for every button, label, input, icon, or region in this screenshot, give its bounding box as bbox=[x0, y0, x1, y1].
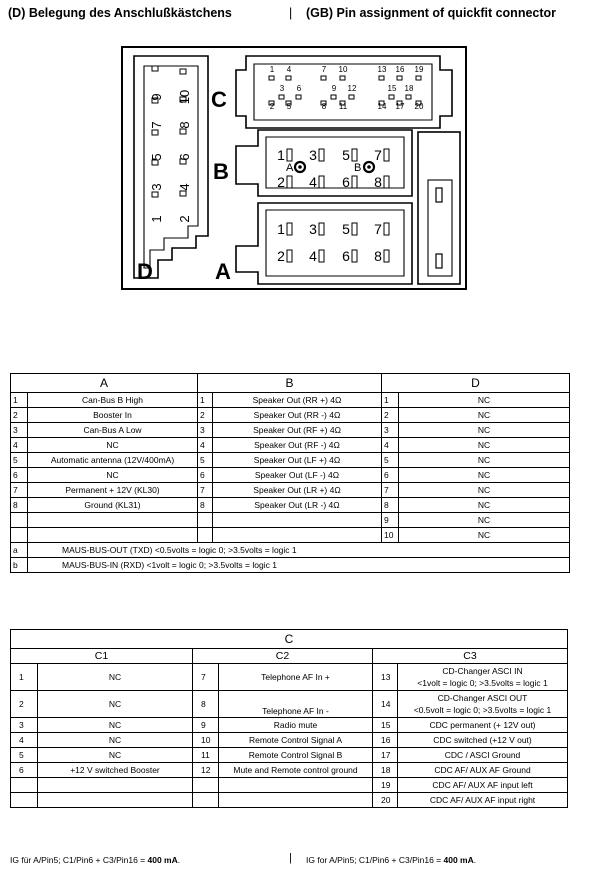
pin-slot bbox=[180, 191, 186, 196]
table-row bbox=[11, 498, 570, 513]
pin-slot bbox=[279, 95, 284, 99]
table-cell: 6 bbox=[198, 468, 213, 483]
c-pin-label: 15 bbox=[387, 84, 397, 93]
table-cell: Speaker Out (RR +) 4Ω bbox=[213, 393, 382, 408]
pin-slot bbox=[416, 76, 421, 80]
table-cell bbox=[193, 793, 219, 808]
a-pin-label: 1 bbox=[277, 221, 285, 237]
table-row bbox=[11, 763, 568, 778]
table-cell bbox=[398, 763, 568, 778]
header-a: A bbox=[11, 374, 198, 393]
table-cell: NC bbox=[399, 498, 570, 513]
c3-secondary-text: <1volt = logic 0; >3.5volts = logic 1 bbox=[417, 678, 548, 688]
table-cell: 1 bbox=[11, 664, 38, 691]
table-cell: NC bbox=[399, 438, 570, 453]
c3-primary-text: CDC AF/ AUX AF Ground bbox=[434, 765, 531, 775]
pin-slot bbox=[152, 66, 158, 71]
table-cell: 2 bbox=[382, 408, 399, 423]
block-label-a: A bbox=[215, 259, 231, 284]
table-cell: 7 bbox=[198, 483, 213, 498]
a-pin-label: 3 bbox=[309, 221, 317, 237]
note-key: a bbox=[11, 543, 28, 558]
table-row bbox=[11, 468, 570, 483]
pin-slot bbox=[152, 130, 158, 135]
table-cell: Speaker Out (RR -) 4Ω bbox=[213, 408, 382, 423]
d-pin-label: 1 bbox=[149, 215, 164, 223]
c-pin-label: 9 bbox=[331, 84, 337, 93]
table-row bbox=[11, 423, 570, 438]
table-row bbox=[11, 718, 568, 733]
table-cell: 8 bbox=[198, 498, 213, 513]
table-cell: 4 bbox=[11, 733, 38, 748]
table-cell: 6 bbox=[11, 763, 38, 778]
table-cell: 8 bbox=[382, 498, 399, 513]
pin-slot bbox=[180, 69, 186, 74]
table-cell: 16 bbox=[373, 733, 398, 748]
pin-slot bbox=[352, 176, 357, 188]
table-cell: 19 bbox=[373, 778, 398, 793]
table-cell: 20 bbox=[373, 793, 398, 808]
table-cell: NC bbox=[38, 733, 193, 748]
table-cell: 5 bbox=[11, 748, 38, 763]
table-row bbox=[11, 408, 570, 423]
note-key: b bbox=[11, 558, 28, 573]
table-cell: Speaker Out (LF -) 4Ω bbox=[213, 468, 382, 483]
c-pin-label: 10 bbox=[338, 65, 348, 74]
pin-slot bbox=[384, 176, 389, 188]
note-row bbox=[11, 558, 570, 573]
pin-slot bbox=[180, 129, 186, 134]
table-cell: 15 bbox=[373, 718, 398, 733]
pin-slot bbox=[319, 250, 324, 262]
table-cell: NC bbox=[399, 483, 570, 498]
c-pin-label: 3 bbox=[279, 84, 285, 93]
header-separator: | bbox=[289, 6, 293, 20]
b-pin-label: 6 bbox=[342, 174, 350, 190]
table-cell: Ground (KL31) bbox=[28, 498, 198, 513]
table-cell: NC bbox=[399, 408, 570, 423]
c-pin-label: 12 bbox=[347, 84, 357, 93]
table-cell: 2 bbox=[11, 691, 38, 718]
pin-slot bbox=[349, 95, 354, 99]
table-cell: Speaker Out (RF +) 4Ω bbox=[213, 423, 382, 438]
a-pin-label: 8 bbox=[374, 248, 382, 264]
pin-slot bbox=[352, 223, 357, 235]
table-cell bbox=[28, 528, 198, 543]
table-cell: 2 bbox=[11, 408, 28, 423]
c-pin-label: 6 bbox=[296, 84, 302, 93]
table-cell: Can-Bus B High bbox=[28, 393, 198, 408]
table-row bbox=[11, 513, 570, 528]
table-cell: 3 bbox=[198, 423, 213, 438]
table-cell: 9 bbox=[193, 718, 219, 733]
table-cell bbox=[38, 778, 193, 793]
c3-primary-text: CD-Changer ASCI OUT bbox=[437, 693, 528, 703]
pin-slot bbox=[319, 149, 324, 161]
c-pin-label: 16 bbox=[395, 65, 405, 74]
pin-slot bbox=[331, 95, 336, 99]
table-cell bbox=[28, 513, 198, 528]
c-pin-label: 2 bbox=[269, 102, 275, 111]
pin-slot bbox=[286, 76, 291, 80]
table-cell: NC bbox=[399, 453, 570, 468]
table-cell: 1 bbox=[382, 393, 399, 408]
d-pin-label: 2 bbox=[177, 215, 192, 223]
header-german-title: (D) Belegung des Anschlußkästchens bbox=[8, 6, 232, 20]
table-cell: Mute and Remote control ground bbox=[219, 763, 373, 778]
pin-slot bbox=[269, 76, 274, 80]
table-cell: Can-Bus A Low bbox=[28, 423, 198, 438]
b-pin-label: 5 bbox=[342, 147, 350, 163]
table-cell: NC bbox=[399, 468, 570, 483]
pin-slot bbox=[296, 95, 301, 99]
pin-slot bbox=[384, 223, 389, 235]
pin-slot bbox=[340, 76, 345, 80]
table-cell bbox=[38, 793, 193, 808]
note-row bbox=[11, 543, 570, 558]
table-row bbox=[11, 453, 570, 468]
header-b: B bbox=[198, 374, 382, 393]
pin-slot bbox=[319, 176, 324, 188]
table-cell: Booster In bbox=[28, 408, 198, 423]
table-cell: Speaker Out (RF -) 4Ω bbox=[213, 438, 382, 453]
table-cell: 18 bbox=[373, 763, 398, 778]
footer-english-note: IG for A/Pin5; C1/Pin6 + C3/Pin16 = 400 mA. bbox=[306, 855, 477, 865]
c-pin-label: 8 bbox=[321, 102, 327, 111]
c-pin-label: 4 bbox=[286, 65, 292, 74]
b-pin-label: 8 bbox=[374, 174, 382, 190]
table-cell bbox=[11, 513, 28, 528]
table-cell: Telephone AF In + bbox=[219, 664, 373, 691]
table-cell: 2 bbox=[198, 408, 213, 423]
pin-slot bbox=[321, 76, 326, 80]
table-row bbox=[11, 778, 568, 793]
table-cell: 3 bbox=[382, 423, 399, 438]
header-d: D bbox=[382, 374, 570, 393]
table-row bbox=[11, 528, 570, 543]
table-cell: 8 bbox=[193, 691, 219, 718]
table-cell bbox=[398, 664, 568, 691]
d-pin-label: 5 bbox=[149, 153, 164, 161]
table-cell: 12 bbox=[193, 763, 219, 778]
pin-slot bbox=[319, 223, 324, 235]
table-cell: 1 bbox=[198, 393, 213, 408]
header-c1: C1 bbox=[11, 649, 193, 664]
c-pin-label: 5 bbox=[286, 102, 292, 111]
c3-secondary-text: <0.5volt = logic 0; >3.5volts = logic 1 bbox=[413, 705, 552, 715]
table-cell bbox=[198, 528, 213, 543]
pin-slot bbox=[352, 149, 357, 161]
table-cell: 3 bbox=[11, 423, 28, 438]
b-pin-label: 7 bbox=[374, 147, 382, 163]
d-pin-label: 10 bbox=[177, 89, 192, 105]
table-cell: 4 bbox=[382, 438, 399, 453]
b-pin-label: 4 bbox=[309, 174, 317, 190]
d-pin-label: 7 bbox=[149, 121, 164, 129]
table-cell bbox=[398, 748, 568, 763]
pin-slot bbox=[287, 149, 292, 161]
table-cell bbox=[219, 778, 373, 793]
table-cell: NC bbox=[28, 438, 198, 453]
c-pin-label: 19 bbox=[414, 65, 424, 74]
header-english-title: (GB) Pin assignment of quickfit connector bbox=[306, 6, 557, 20]
c3-primary-text: CDC AF/ AUX AF input right bbox=[429, 795, 536, 805]
table-cell: Permanent + 12V (KL30) bbox=[28, 483, 198, 498]
pin-slot bbox=[406, 95, 411, 99]
c-pin-label: 1 bbox=[269, 65, 275, 74]
table-row bbox=[11, 748, 568, 763]
table-cell: 14 bbox=[373, 691, 398, 718]
table-cell: 6 bbox=[11, 468, 28, 483]
header-c2: C2 bbox=[193, 649, 373, 664]
table-cell: NC bbox=[28, 468, 198, 483]
table-cell: 4 bbox=[11, 438, 28, 453]
table-cell: Speaker Out (LF +) 4Ω bbox=[213, 453, 382, 468]
table-cell bbox=[11, 528, 28, 543]
table-cell: NC bbox=[38, 691, 193, 718]
table-row bbox=[11, 793, 568, 808]
footer-separator: | bbox=[289, 852, 292, 864]
c-pin-label: 7 bbox=[321, 65, 327, 74]
pin-slot bbox=[287, 176, 292, 188]
a-pin-label: 7 bbox=[374, 221, 382, 237]
pin-slot bbox=[384, 149, 389, 161]
table-cell: Telephone AF In - bbox=[219, 691, 373, 718]
table-row bbox=[11, 438, 570, 453]
b-pin-label: 1 bbox=[277, 147, 285, 163]
table-cell bbox=[11, 793, 38, 808]
table-cell bbox=[398, 793, 568, 808]
a-pin-label: 6 bbox=[342, 248, 350, 264]
d-pin-label: 4 bbox=[177, 183, 192, 191]
pin-slot bbox=[152, 192, 158, 197]
table-cell: Automatic antenna (12V/400mA) bbox=[28, 453, 198, 468]
b-marker-a-label: A bbox=[286, 162, 294, 174]
b-pin-label: 3 bbox=[309, 147, 317, 163]
table-cell bbox=[398, 691, 568, 718]
pin-slot bbox=[397, 76, 402, 80]
table-cell bbox=[11, 778, 38, 793]
c-pin-label: 17 bbox=[395, 102, 405, 111]
table-cell bbox=[193, 778, 219, 793]
b-pin-label: 2 bbox=[277, 174, 285, 190]
pin-slot bbox=[379, 76, 384, 80]
a-pin-label: 4 bbox=[309, 248, 317, 264]
note-text: MAUS-BUS-IN (RXD) <1volt = logic 0; >3.5volts = logic 1 bbox=[28, 558, 570, 573]
pin-table-a-b-d bbox=[10, 373, 570, 573]
table-cell: +12 V switched Booster bbox=[38, 763, 193, 778]
c-pin-label: 13 bbox=[377, 65, 387, 74]
a-pin-label: 2 bbox=[277, 248, 285, 264]
table-row bbox=[11, 733, 568, 748]
c3-primary-text: CDC AF/ AUX AF input left bbox=[432, 780, 533, 790]
table-cell: NC bbox=[399, 528, 570, 543]
table-cell: Remote Control Signal A bbox=[219, 733, 373, 748]
note-text: MAUS-BUS-OUT (TXD) <0.5volts = logic 0; >3.5volts = logic 1 bbox=[28, 543, 570, 558]
c3-primary-text: CD-Changer ASCI IN bbox=[442, 666, 523, 676]
pin-slot bbox=[389, 95, 394, 99]
table-cell: 10 bbox=[193, 733, 219, 748]
table-cell: 5 bbox=[198, 453, 213, 468]
table-cell: 9 bbox=[382, 513, 399, 528]
table-cell: 7 bbox=[11, 483, 28, 498]
table-cell bbox=[213, 528, 382, 543]
connector-diagram bbox=[0, 0, 591, 300]
table-cell: 5 bbox=[382, 453, 399, 468]
table-cell: 7 bbox=[193, 664, 219, 691]
table-cell: NC bbox=[38, 718, 193, 733]
table-cell: Speaker Out (LR +) 4Ω bbox=[213, 483, 382, 498]
table-cell: 4 bbox=[198, 438, 213, 453]
table-cell: Remote Control Signal B bbox=[219, 748, 373, 763]
table-cell: Radio mute bbox=[219, 718, 373, 733]
table-row bbox=[11, 483, 570, 498]
table-cell: 8 bbox=[11, 498, 28, 513]
table-cell bbox=[398, 733, 568, 748]
d-pin-label: 3 bbox=[149, 183, 164, 191]
table-row bbox=[11, 691, 568, 718]
c3-primary-text: CDC switched (+12 V out) bbox=[433, 735, 532, 745]
table-cell bbox=[198, 513, 213, 528]
footer-german-note: IG für A/Pin5; C1/Pin6 + C3/Pin16 = 400 mA. bbox=[10, 855, 181, 865]
c3-primary-text: CDC / ASCI Ground bbox=[444, 750, 521, 760]
header-c3: C3 bbox=[373, 649, 568, 664]
table-cell: 13 bbox=[373, 664, 398, 691]
table-cell: 5 bbox=[11, 453, 28, 468]
table-row bbox=[11, 393, 570, 408]
table-cell: NC bbox=[38, 664, 193, 691]
table-cell bbox=[398, 778, 568, 793]
b-marker-b-label: B bbox=[354, 162, 362, 174]
pin-slot bbox=[352, 250, 357, 262]
d-pin-label: 6 bbox=[177, 153, 192, 161]
table-cell: 1 bbox=[11, 393, 28, 408]
pin-table-c bbox=[10, 629, 568, 808]
table-cell: 3 bbox=[11, 718, 38, 733]
c-pin-label: 11 bbox=[338, 102, 348, 111]
c-pin-label: 18 bbox=[404, 84, 414, 93]
d-pin-label: 9 bbox=[149, 93, 164, 101]
table-cell: Speaker Out (LR -) 4Ω bbox=[213, 498, 382, 513]
table-cell: NC bbox=[38, 748, 193, 763]
a-pin-label: 5 bbox=[342, 221, 350, 237]
table-cell: 10 bbox=[382, 528, 399, 543]
table-cell: 11 bbox=[193, 748, 219, 763]
c-pin-label: 14 bbox=[377, 102, 387, 111]
table-cell bbox=[398, 718, 568, 733]
table-cell bbox=[213, 513, 382, 528]
table-cell: NC bbox=[399, 393, 570, 408]
block-label-b: B bbox=[213, 159, 229, 184]
d-pin-label: 8 bbox=[177, 121, 192, 129]
table-cell: NC bbox=[399, 423, 570, 438]
table-row bbox=[11, 664, 568, 691]
table-cell: NC bbox=[399, 513, 570, 528]
pin-slot bbox=[287, 223, 292, 235]
header-c: C bbox=[11, 630, 568, 649]
pin-slot bbox=[384, 250, 389, 262]
block-label-c: C bbox=[211, 87, 227, 112]
c3-primary-text: CDC permanent (+ 12V out) bbox=[429, 720, 536, 730]
table-cell: 6 bbox=[382, 468, 399, 483]
table-cell: 17 bbox=[373, 748, 398, 763]
block-label-d: D bbox=[137, 259, 153, 284]
table-cell: 7 bbox=[382, 483, 399, 498]
c-pin-label: 20 bbox=[414, 102, 424, 111]
table-cell bbox=[219, 793, 373, 808]
pin-slot bbox=[287, 250, 292, 262]
